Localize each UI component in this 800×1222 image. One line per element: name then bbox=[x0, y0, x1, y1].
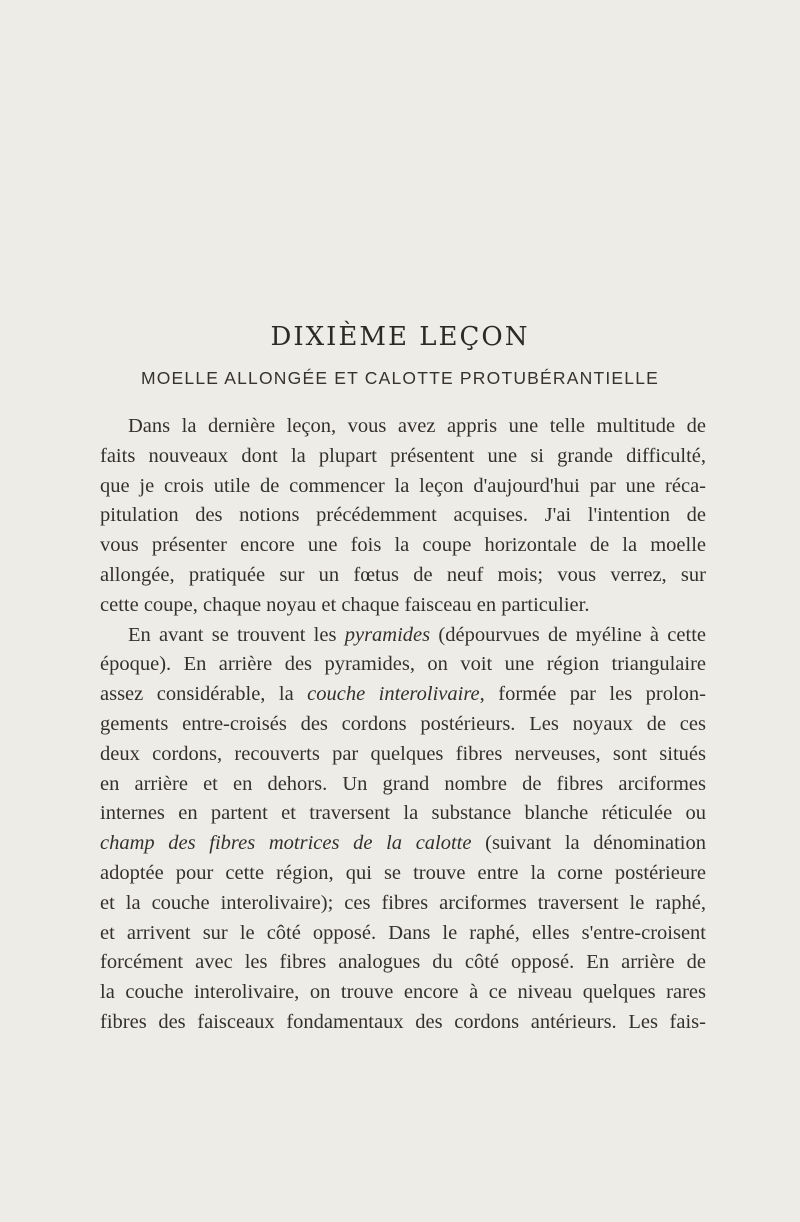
paragraph-2 bbox=[100, 621, 706, 1038]
text-line: forcément avec les fibres analogues du côté opposé. En arrière de bbox=[100, 951, 706, 974]
text-line: vous présenter encore une fois la coupe horizontale de la moelle bbox=[100, 534, 706, 557]
text-line: faits nouveaux dont la plupart présentent une si grande difficulté, bbox=[100, 444, 706, 467]
italic-term-pyramides: pyramides bbox=[344, 623, 431, 646]
text-line: gements entre-croisés des cordons postérieurs. Les noyaux de ces bbox=[100, 712, 706, 735]
italic-term-champ-des-fibres: champ des fibres motrices de la calotte bbox=[100, 832, 472, 855]
text-line: deux cordons, recouverts par quelques fibres nerveuses, sont situés bbox=[100, 742, 706, 765]
text-line: internes en partent et traversent la substance blanche réticulée ou bbox=[100, 802, 706, 825]
text-line: En avant se trouvent les pyramides (dépourvues de myéline à cette bbox=[128, 623, 706, 646]
text-line: époque). En arrière des pyramides, on voit une région triangulaire bbox=[100, 653, 706, 676]
paragraph-1 bbox=[100, 412, 706, 621]
text-line: pitulation des notions précédemment acquises. J'ai l'intention de bbox=[100, 504, 706, 527]
text-line: fibres des faisceaux fondamentaux des cordons antérieurs. Les fais- bbox=[100, 1010, 706, 1033]
text-line: et arrivent sur le côté opposé. Dans le raphé, elles s'entre-croisent bbox=[100, 921, 706, 944]
chapter-subtitle: MOELLE ALLONGÉE ET CALOTTE PROTUBÉRANTIELLE bbox=[140, 368, 660, 388]
chapter-title: DIXIÈME LEÇON bbox=[270, 322, 530, 352]
text-line: allongée, pratiquée sur un fœtus de neuf mois; vous verrez, sur bbox=[100, 563, 706, 586]
text-line: Dans la dernière leçon, vous avez appris une telle multitude de bbox=[128, 415, 706, 437]
text-line: la couche interolivaire, on trouve encore à ce niveau quelques rares bbox=[100, 981, 706, 1004]
body-text bbox=[100, 412, 706, 1038]
text-line: champ des fibres motrices de la calotte (suivant la dénomination bbox=[100, 832, 706, 855]
text-line: adoptée pour cette région, qui se trouve entre la corne postérieure bbox=[100, 861, 706, 884]
text-line: et la couche interolivaire); ces fibres arciformes traversent le raphé, bbox=[100, 891, 706, 914]
text-line: cette coupe, chaque noyau et chaque faisceau en particulier. bbox=[100, 593, 590, 616]
text-line: en arrière et en dehors. Un grand nombre de fibres arciformes bbox=[100, 772, 706, 795]
text-line: assez considérable, la couche interolivaire, formée par les prolon- bbox=[100, 683, 706, 706]
text-line: que je crois utile de commencer la leçon d'aujourd'hui par une réca- bbox=[100, 474, 706, 497]
italic-term-couche-interolivaire: couche interolivaire bbox=[307, 683, 480, 706]
